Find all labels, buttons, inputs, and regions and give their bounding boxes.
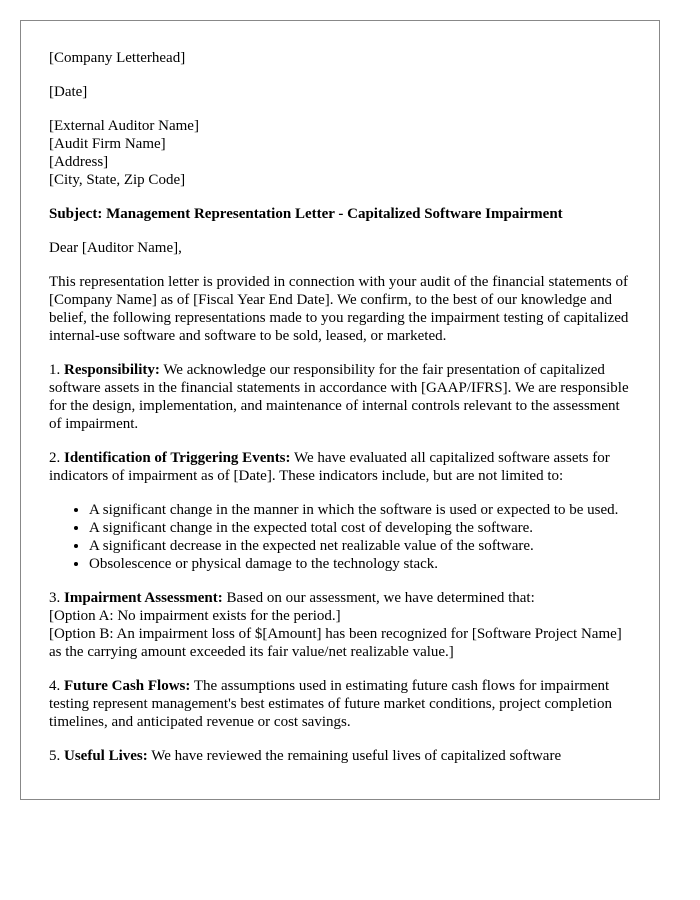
auditor-name-line: [External Auditor Name] <box>49 118 199 134</box>
section-number: 2. <box>49 450 61 466</box>
section-heading: Impairment Assessment: <box>64 590 223 606</box>
subject-line: Subject: Management Representation Letter - Capitalized Software Impairment <box>49 206 563 222</box>
section-text: We have evaluated all capitalized software assets for indicators of impairment as of [Date]. These indicators include, but are not limited to: <box>49 450 610 484</box>
section-useful-lives <box>49 747 631 765</box>
section-number: 3. <box>49 590 61 606</box>
recipient-address-block <box>49 117 631 189</box>
section-text: We have reviewed the remaining useful lives of capitalized software <box>151 748 562 764</box>
section-responsibility <box>49 361 631 433</box>
intro-paragraph: This representation letter is provided in connection with your audit of the financial statements of [Company Name] as of [Fiscal Year End Date]. We confirm, to the best of our knowledge and belief, the following representations made to you regarding the impairment testing of capitalized internal-use software and software to be sold, leased, or marketed. <box>49 274 629 344</box>
section-heading: Future Cash Flows: <box>64 678 191 694</box>
address-line: [Address] <box>49 154 109 170</box>
option-a-text: [Option A: No impairment exists for the period.] <box>49 608 341 624</box>
list-item: • A significant decrease in the expected net realizable value of the software. <box>89 537 631 555</box>
salutation: Dear [Auditor Name], <box>49 240 182 256</box>
letter-date: [Date] <box>49 84 88 100</box>
section-number: 4. <box>49 678 61 694</box>
section-heading: Useful Lives: <box>64 748 148 764</box>
option-b-text: [Option B: An impairment loss of $[Amount] has been recognized for [Software Project Name] as the carrying amount exceeded its fair value/net realizable value.] <box>49 626 622 660</box>
audit-firm-line: [Audit Firm Name] <box>49 136 166 152</box>
list-item: • A significant change in the expected total cost of developing the software. <box>89 519 631 537</box>
section-heading: Identification of Triggering Events: <box>64 450 291 466</box>
section-impairment-assessment <box>49 589 631 661</box>
city-state-zip-line: [City, State, Zip Code] <box>49 172 186 188</box>
document-page <box>20 20 660 800</box>
section-number: 1. <box>49 362 61 378</box>
company-letterhead: [Company Letterhead] <box>49 50 186 66</box>
letter-body <box>49 49 631 781</box>
section-heading: Responsibility: <box>64 362 160 378</box>
section-future-cash-flows <box>49 677 631 731</box>
section-triggering-events <box>49 449 631 485</box>
list-item: • A significant change in the manner in which the software is used or expected to be used. <box>89 501 631 519</box>
section-text: We acknowledge our responsibility for the fair presentation of capitalized software assets in the financial statements in accordance with [GAAP/IFRS]. We are responsible for the design, implementation, and maintenance of internal controls relevant to the assessment of impairment. <box>49 362 629 432</box>
impairment-indicator-list <box>49 501 631 573</box>
section-text: Based on our assessment, we have determined that: <box>226 590 535 606</box>
section-text: The assumptions used in estimating future cash flows for impairment testing represent management's best estimates of future market conditions, project completion timelines, and anticipated revenue or cost savings. <box>49 678 612 730</box>
list-item: • Obsolescence or physical damage to the technology stack. <box>89 555 631 573</box>
section-number: 5. <box>49 748 61 764</box>
